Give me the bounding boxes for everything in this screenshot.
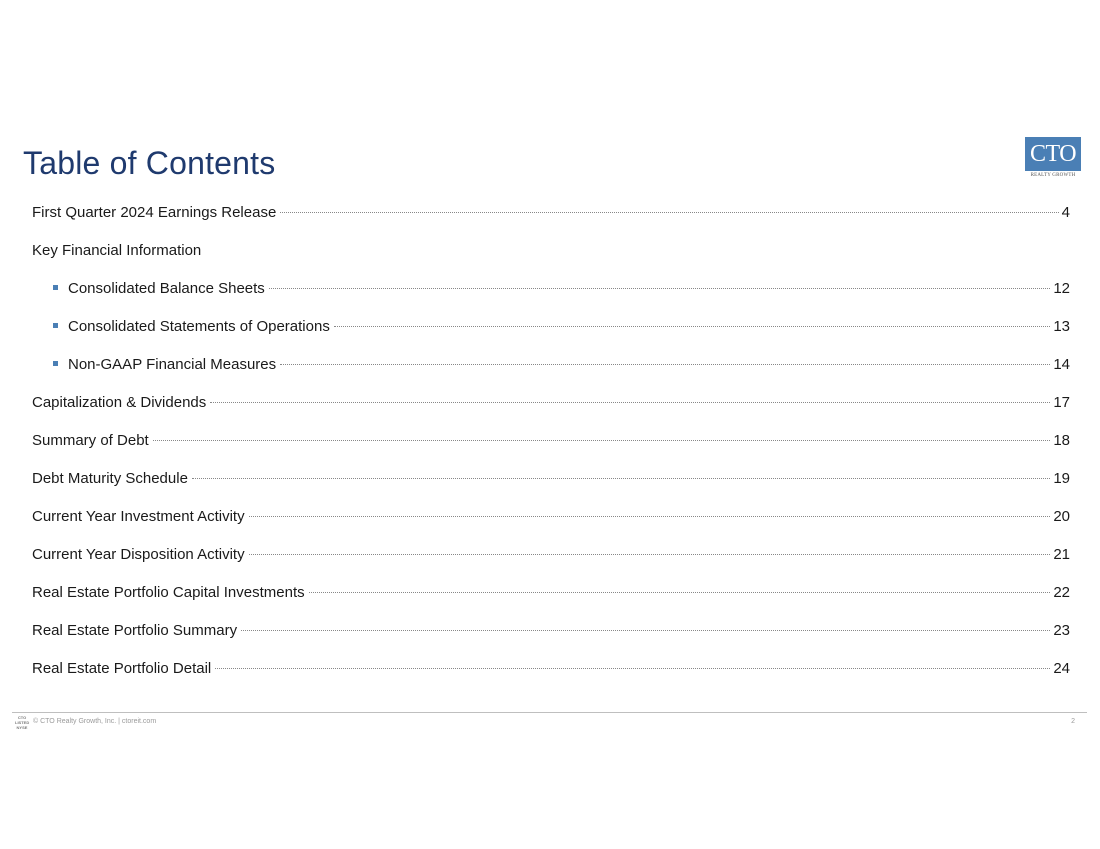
toc-entry-label: First Quarter 2024 Earnings Release (32, 204, 277, 221)
toc-entry-capitalization-dividends[interactable] (32, 390, 1070, 428)
dot-leader (215, 668, 1050, 669)
square-bullet-icon (53, 285, 58, 290)
dot-leader (153, 440, 1051, 441)
footer-divider (12, 712, 1087, 713)
toc-entry-page: 18 (1053, 432, 1070, 449)
toc-entry-page: 17 (1053, 394, 1070, 411)
toc-entry-page: 12 (1053, 280, 1070, 297)
toc-entry-label: Non-GAAP Financial Measures (68, 356, 277, 373)
square-bullet-icon (53, 323, 58, 328)
dot-leader (269, 288, 1051, 289)
toc-entry-label: Capitalization & Dividends (32, 394, 207, 411)
toc-entry-label: Real Estate Portfolio Detail (32, 660, 212, 677)
toc-entry-disposition-activity[interactable] (32, 542, 1070, 580)
logo-mark: CTO (1025, 137, 1081, 171)
toc-entry-label: Current Year Disposition Activity (32, 546, 245, 563)
toc-section-key-financial-information (32, 238, 1070, 276)
dot-leader (192, 478, 1050, 479)
toc-entry-portfolio-summary[interactable] (32, 618, 1070, 656)
dot-leader (280, 212, 1058, 213)
toc-entry-statements-of-operations[interactable] (32, 314, 1070, 352)
table-of-contents (32, 200, 1070, 694)
dot-leader (249, 554, 1051, 555)
toc-entry-label: Current Year Investment Activity (32, 508, 245, 525)
toc-entry-debt-maturity-schedule[interactable] (32, 466, 1070, 504)
footer-logo-line: CTO (17, 715, 27, 720)
toc-section-label: Key Financial Information (32, 242, 202, 259)
toc-entry-label: Real Estate Portfolio Summary (32, 622, 238, 639)
toc-entry-page: 4 (1061, 204, 1070, 221)
page-title: Table of Contents (23, 145, 276, 181)
dot-leader (210, 402, 1050, 403)
toc-entry-label: Real Estate Portfolio Capital Investments (32, 584, 305, 601)
footer-copyright: © CTO Realty Growth, Inc. | ctoreit.com (33, 718, 157, 725)
toc-entry-label: Summary of Debt (32, 432, 149, 449)
toc-entry-page: 13 (1053, 318, 1070, 335)
toc-entry-investment-activity[interactable] (32, 504, 1070, 542)
square-bullet-icon (53, 361, 58, 366)
toc-entry-label: Debt Maturity Schedule (32, 470, 188, 487)
toc-entry-non-gaap-measures[interactable] (32, 352, 1070, 390)
dot-leader (280, 364, 1050, 365)
toc-entry-capital-investments[interactable] (32, 580, 1070, 618)
footer-logo-line: LISTED (15, 720, 30, 725)
toc-entry-page: 22 (1053, 584, 1070, 601)
toc-entry-label: Consolidated Statements of Operations (68, 318, 330, 335)
toc-entry-earnings-release[interactable] (32, 200, 1070, 238)
toc-entry-page: 20 (1053, 508, 1070, 525)
toc-entry-page: 24 (1053, 660, 1070, 677)
toc-entry-page: 19 (1053, 470, 1070, 487)
dot-leader (309, 592, 1051, 593)
logo-subtext: REALTY GROWTH (1030, 173, 1076, 178)
footer-logo (15, 715, 29, 730)
toc-entry-portfolio-detail[interactable] (32, 656, 1070, 694)
footer-logo-line: NYSE (16, 725, 28, 730)
toc-entry-label: Consolidated Balance Sheets (68, 280, 265, 297)
toc-entry-summary-of-debt[interactable] (32, 428, 1070, 466)
dot-leader (249, 516, 1051, 517)
toc-entry-page: 21 (1053, 546, 1070, 563)
toc-entry-page: 23 (1053, 622, 1070, 639)
toc-entry-page: 14 (1053, 356, 1070, 373)
company-logo (1025, 137, 1081, 181)
footer-page-number: 2 (1071, 718, 1075, 725)
dot-leader (241, 630, 1050, 631)
dot-leader (334, 326, 1050, 327)
toc-entry-balance-sheets[interactable] (32, 276, 1070, 314)
